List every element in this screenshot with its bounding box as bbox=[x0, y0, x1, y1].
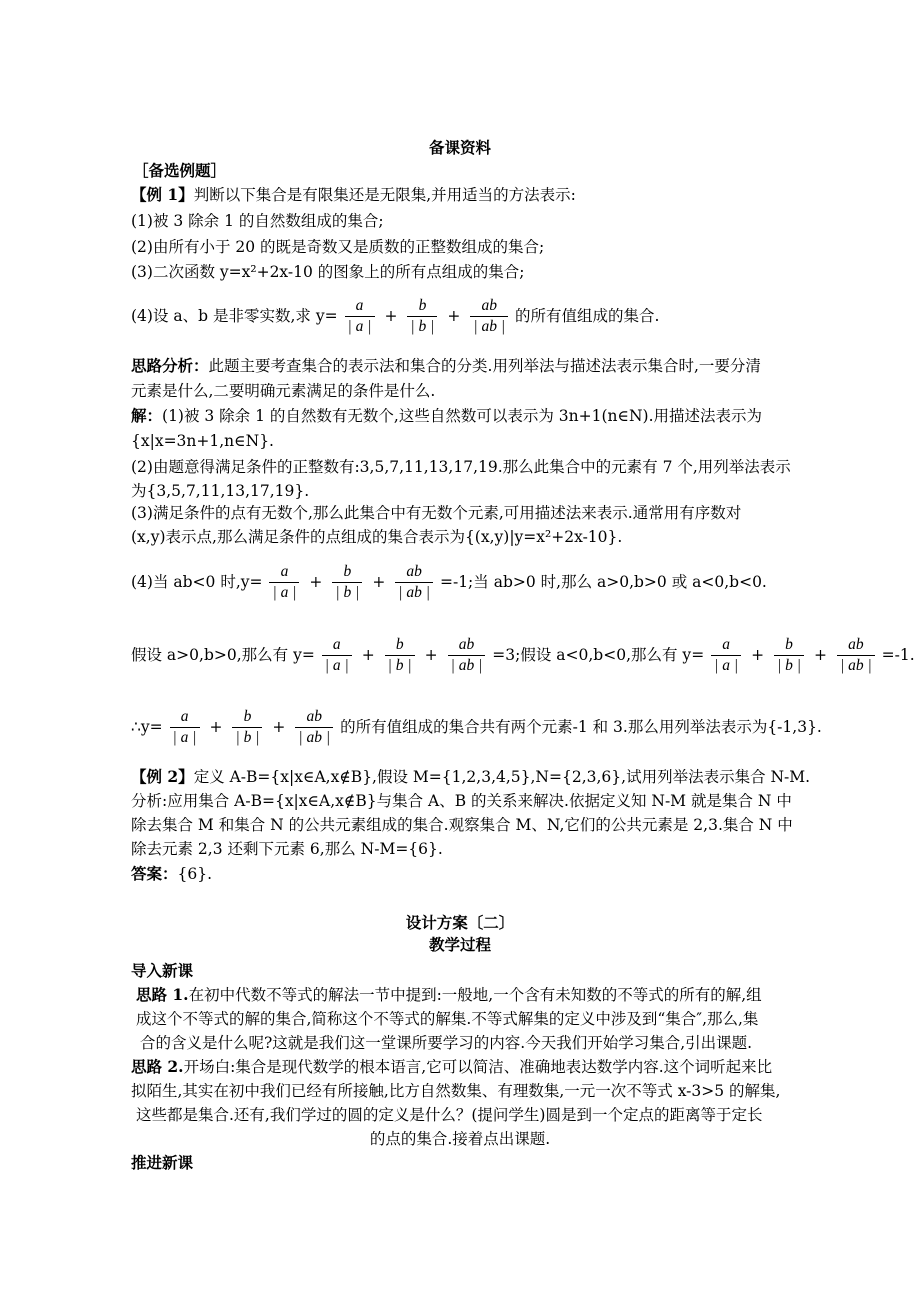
idea2-label: 思路 2. bbox=[131, 1057, 184, 1076]
intro-heading: 导入新课 bbox=[131, 961, 194, 980]
analysis-line1 bbox=[131, 356, 761, 376]
solution-6-prefix: ∴y= bbox=[131, 718, 163, 736]
fraction-b: $\frac{b}{| b |}$ bbox=[407, 296, 437, 337]
example1-question-text: 判断以下集合是有限集还是无限集,并用适当的方法表示: bbox=[193, 186, 576, 204]
solution-5-prefix: 假设 a>0,b>0,那么有 y= bbox=[131, 646, 315, 664]
fraction-a: $\frac{a}{| a |}$ bbox=[345, 296, 375, 337]
example2-line1 bbox=[131, 767, 810, 787]
solution-1a-text: (1)被 3 除余 1 的自然数有无数个,这些自然数可以表示为 3n+1(n∈N).用描述法表示为 bbox=[162, 407, 762, 425]
example1-q3: (3)二次函数 y=x²+2x-10 的图象上的所有点组成的集合; bbox=[131, 263, 525, 281]
analysis-text: 此题主要考查集合的表示法和集合的分类.用列举法与描述法表示集合时,一要分清 bbox=[208, 357, 761, 375]
example1-q4 bbox=[131, 291, 659, 339]
idea2-line1-text: 开场白:集合是现代数学的根本语言,它可以简洁、准确地表达数学内容.这个词听起来比 bbox=[183, 1058, 773, 1076]
idea1-line1 bbox=[136, 985, 762, 1005]
idea1-line1-text: 在初中代数不等式的解法一节中提到:一般地,一个含有未知数的不等式的所有的解,组 bbox=[188, 986, 762, 1004]
fraction-b: $\frac{b}{| b |}$ bbox=[385, 635, 415, 676]
solution-4-suffix: =-1;当 ab>0 时,那么 a>0,b>0 或 a<0,b<0. bbox=[439, 573, 767, 591]
example1-q2: (2)由所有小于 20 的既是奇数又是质数的正整数组成的集合; bbox=[131, 238, 545, 256]
fraction-ab: $\frac{ab}{| ab |}$ bbox=[470, 296, 508, 337]
idea2-line2: 拟陌生,其实在初中我们已经有所接触,比方自然数集、有理数集,一元一次不等式 x-3>5 的解集, bbox=[131, 1082, 781, 1100]
idea1-label: 思路 1. bbox=[136, 985, 189, 1004]
idea2-line3: 这些都是集合.还有,我们学过的圆的定义是什么？(提问学生)圆是到一个定点的距离等于定长 bbox=[136, 1106, 763, 1124]
example1-question bbox=[131, 185, 576, 205]
fraction-ab: $\frac{ab}{| ab |}$ bbox=[295, 707, 333, 748]
solution-5-middle: =3;假设 a<0,b<0,那么有 y= bbox=[492, 646, 705, 664]
q4-prefix: (4)设 a、b 是非零实数,求 y= bbox=[131, 307, 338, 325]
fraction-ab: $\frac{ab}{| ab |}$ bbox=[395, 562, 433, 603]
fraction-a: $\frac{a}{| a |}$ bbox=[711, 635, 741, 676]
fraction-b: $\frac{b}{| b |}$ bbox=[774, 635, 804, 676]
solution-5-suffix: =-1. bbox=[881, 646, 915, 664]
solution-3b: (x,y)表示点,那么满足条件的点组成的集合表示为{(x,y)|y=x²+2x-10}. bbox=[131, 528, 623, 546]
page-title: 备课资料 bbox=[428, 138, 491, 157]
advance-heading: 推进新课 bbox=[131, 1153, 194, 1172]
analysis-label: 思路分析： bbox=[131, 356, 209, 375]
section-label: ［备选例题］ bbox=[133, 161, 227, 180]
fraction-ab: $\frac{ab}{| ab |}$ bbox=[837, 635, 875, 676]
plus-sign: + bbox=[814, 646, 827, 664]
fraction-b: $\frac{b}{| b |}$ bbox=[332, 562, 362, 603]
example2-line2: 分析:应用集合 A-B={x|x∈A,x∉B}与集合 A、B 的关系来解决.依据定义知 N-M 就是集合 N 中 bbox=[131, 792, 792, 810]
plus-sign: + bbox=[384, 307, 398, 325]
fraction-a: $\frac{a}{| a |}$ bbox=[269, 562, 299, 603]
solution-5 bbox=[131, 630, 915, 678]
process-title: 教学过程 bbox=[428, 935, 491, 954]
example2-line3: 除去集合 M 和集合 N 的公共元素组成的集合.观察集合 M、N,它们的公共元素是 2,3.集合 N 中 bbox=[131, 816, 793, 834]
solution-label: 解： bbox=[131, 406, 163, 425]
fraction-ab: $\frac{ab}{| ab |}$ bbox=[448, 635, 486, 676]
example1-tag: 【例 1】 bbox=[131, 185, 194, 204]
plus-sign: + bbox=[751, 646, 765, 664]
answer-label: 答案： bbox=[131, 864, 178, 883]
plus-sign: + bbox=[447, 307, 461, 325]
solution-6-suffix: 的所有值组成的集合共有两个元素-1 和 3.那么用列举法表示为{-1,3}. bbox=[340, 718, 822, 736]
idea1-line3: 合的含义是什么呢?这就是我们这一堂课所要学习的内容.今天我们开始学习集合,引出课题. bbox=[140, 1034, 753, 1052]
plus-sign: + bbox=[372, 573, 386, 591]
idea1-line2: 成这个不等式的解的集合,简称这个不等式的解集.不等式解集的定义中涉及到“集合″,那么,集 bbox=[136, 1010, 759, 1028]
plus-sign: + bbox=[424, 646, 438, 664]
idea2-line4: 的点的集合.接着点出课题. bbox=[369, 1130, 551, 1148]
idea2-line1 bbox=[131, 1057, 772, 1077]
solution-4-prefix: (4)当 ab<0 时,y= bbox=[131, 573, 263, 591]
solution-1a bbox=[131, 406, 762, 426]
example1-q1: (1)被 3 除余 1 的自然数组成的集合; bbox=[131, 212, 384, 230]
q4-suffix: 的所有值组成的集合. bbox=[515, 307, 660, 325]
plus-sign: + bbox=[272, 718, 286, 736]
plus-sign: + bbox=[309, 573, 323, 591]
answer-value: {6}. bbox=[177, 865, 213, 883]
example2-answer bbox=[131, 864, 212, 884]
fraction-a: $\frac{a}{| a |}$ bbox=[170, 707, 200, 748]
plus-sign: + bbox=[209, 718, 223, 736]
solution-2a: (2)由题意得满足条件的正整数有:3,5,7,11,13,17,19.那么此集合中的元素有 7 个,用列举法表示 bbox=[131, 458, 791, 476]
example2-tag: 【例 2】 bbox=[131, 767, 194, 786]
solution-2b: 为{3,5,7,11,13,17,19}. bbox=[131, 482, 310, 500]
fraction-a: $\frac{a}{| a |}$ bbox=[322, 635, 352, 676]
analysis-line2: 元素是什么,二要明确元素满足的条件是什么. bbox=[131, 382, 436, 400]
fraction-b: $\frac{b}{| b |}$ bbox=[232, 707, 262, 748]
plus-sign: + bbox=[361, 646, 375, 664]
solution-6 bbox=[131, 702, 822, 750]
solution-3a: (3)满足条件的点有无数个,那么此集合中有无数个元素,可用描述法来表示.通常用有序数对 bbox=[131, 504, 742, 522]
plan-title: 设计方案〔二〕 bbox=[405, 913, 515, 932]
example2-line4: 除去元素 2,3 还剩下元素 6,那么 N-M={6}. bbox=[131, 840, 443, 858]
example2-line1-text: 定义 A-B={x|x∈A,x∉B},假设 M={1,2,3,4,5},N={2,3,6},试用列举法表示集合 N-M. bbox=[193, 768, 811, 786]
solution-1b: {x|x=3n+1,n∈N}. bbox=[131, 432, 274, 450]
solution-4 bbox=[131, 557, 767, 605]
